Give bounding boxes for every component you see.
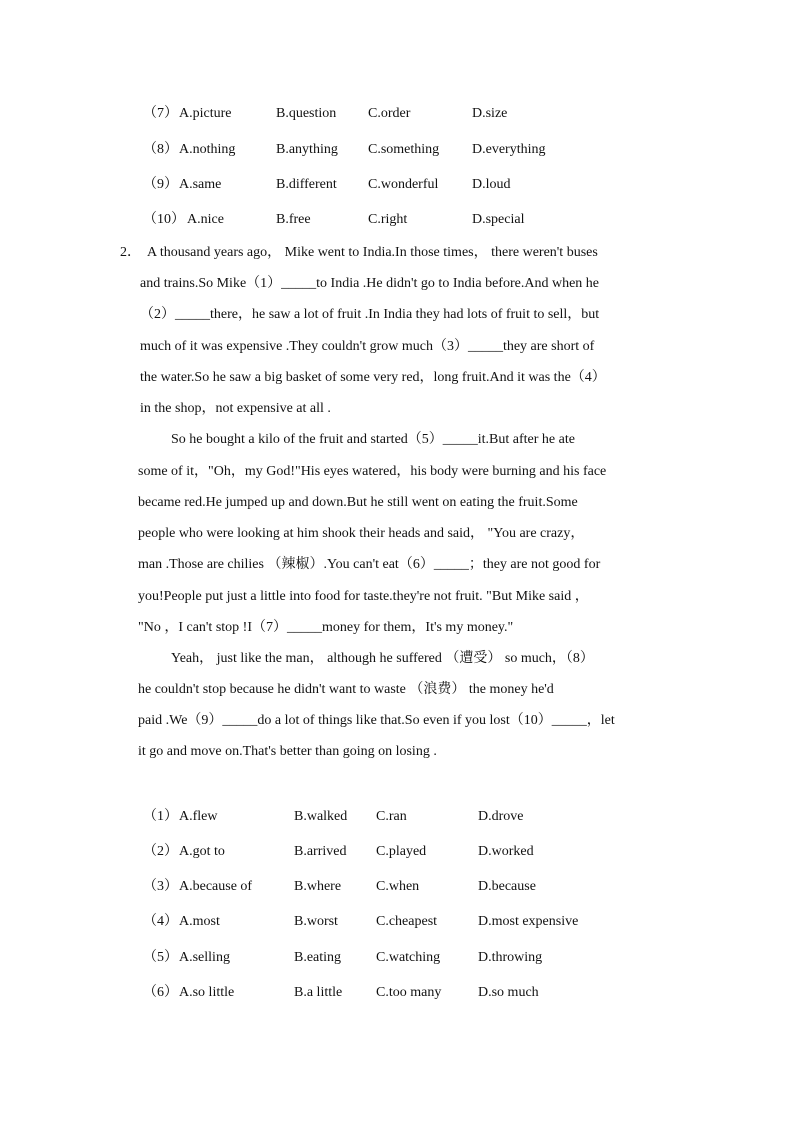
option-number: （9） [143, 177, 178, 192]
passage-line: it go and move on.That's better than going on losing . [138, 744, 437, 759]
option-c: C.right [368, 212, 408, 227]
option-c: C.order [368, 106, 411, 121]
option-a: A.because of [179, 879, 253, 894]
option-row-5 [143, 948, 613, 968]
passage-line: and trains.So Mike（1）_____to India .He didn't go to India before.And when he [140, 276, 599, 291]
option-d: D.size [472, 106, 508, 121]
option-number: （10） [143, 212, 185, 227]
passage-line: （2）_____there，he saw a lot of fruit .In India they had lots of fruit to sell，but [140, 307, 600, 322]
passage-line: became red.He jumped up and down.But he still went on eating the fruit.Some [138, 495, 578, 510]
option-a: A.nice [187, 212, 224, 227]
passage-line: the water.So he saw a big basket of some very red，long fruit.And it was the（4） [140, 370, 606, 385]
option-d: D.most expensive [478, 914, 579, 929]
option-d: D.so much [478, 985, 539, 1000]
option-number: （1） [143, 809, 178, 824]
option-number: （4） [143, 914, 178, 929]
option-b: B.a little [294, 985, 343, 1000]
option-d: D.special [472, 212, 525, 227]
option-d: D.because [478, 879, 536, 894]
option-b: B.eating [294, 950, 342, 965]
option-c: C.ran [376, 809, 407, 824]
option-number: （3） [143, 879, 178, 894]
option-a: A.nothing [179, 142, 236, 157]
option-number: （6） [143, 985, 178, 1000]
option-d: D.loud [472, 177, 511, 192]
option-b: B.different [276, 177, 337, 192]
passage-line: people who were looking at him shook their heads and said， "You are crazy， [138, 526, 585, 541]
option-d: D.throwing [478, 950, 543, 965]
option-c: C.too many [376, 985, 442, 1000]
option-d: D.drove [478, 809, 524, 824]
option-number: （2） [143, 844, 178, 859]
option-a: A.selling [179, 950, 230, 965]
option-c: C.something [368, 142, 440, 157]
passage-line: he couldn't stop because he didn't want to waste （浪费） the money he'd [138, 682, 554, 697]
option-row-4 [143, 912, 613, 932]
option-c: C.wonderful [368, 177, 439, 192]
option-a: A.so little [179, 985, 235, 1000]
passage-line: paid .We（9）_____do a lot of things like that.So even if you lost（10）_____，let [138, 713, 615, 728]
option-d: D.everything [472, 142, 546, 157]
option-b: B.arrived [294, 844, 347, 859]
option-row-6 [143, 983, 613, 1003]
option-b: B.walked [294, 809, 348, 824]
passage-line: So he bought a kilo of the fruit and started（5）_____it.But after he ate [171, 432, 575, 447]
option-c: C.played [376, 844, 427, 859]
option-b: B.free [276, 212, 311, 227]
option-a: A.same [179, 177, 222, 192]
option-a: A.most [179, 914, 220, 929]
passage-line: much of it was expensive .They couldn't grow much（3）_____they are short of [140, 339, 595, 354]
option-row-3 [143, 877, 613, 897]
passage-line: you!People put just a little into food for taste.they're not fruit. "But Mike said ， [138, 589, 589, 604]
option-c: C.watching [376, 950, 441, 965]
option-b: B.anything [276, 142, 338, 157]
option-row-10 [143, 210, 603, 230]
option-d: D.worked [478, 844, 534, 859]
option-a: A.flew [179, 809, 218, 824]
option-c: C.cheapest [376, 914, 438, 929]
option-number: （5） [143, 950, 178, 965]
passage-line: man .Those are chilies （辣椒）.You can't eat（6）_____；they are not good for [138, 557, 601, 572]
passage-line: Yeah， just like the man， although he suffered （遭受） so much，（8） [171, 651, 594, 666]
option-row-8 [143, 140, 603, 160]
option-a: A.picture [179, 106, 232, 121]
passage-line: some of it，"Oh，my God!"His eyes watered，his body were burning and his face [138, 464, 607, 479]
option-row-1 [143, 807, 613, 827]
option-row-9 [143, 175, 603, 195]
passage-line: "No ，I can't stop !I（7）_____money for them，It's my money." [138, 620, 514, 635]
option-number: （7） [143, 106, 178, 121]
option-b: B.where [294, 879, 342, 894]
option-number: （8） [143, 142, 178, 157]
passage-line: A thousand years ago， Mike went to India.In those times， there weren't buses [147, 245, 598, 260]
option-a: A.got to [179, 844, 225, 859]
option-row-2 [143, 842, 613, 862]
passage-line: in the shop，not expensive at all . [140, 401, 331, 416]
option-row-7 [143, 104, 603, 124]
option-b: B.worst [294, 914, 338, 929]
option-c: C.when [376, 879, 420, 894]
question-number: 2． [120, 245, 141, 260]
option-b: B.question [276, 106, 337, 121]
